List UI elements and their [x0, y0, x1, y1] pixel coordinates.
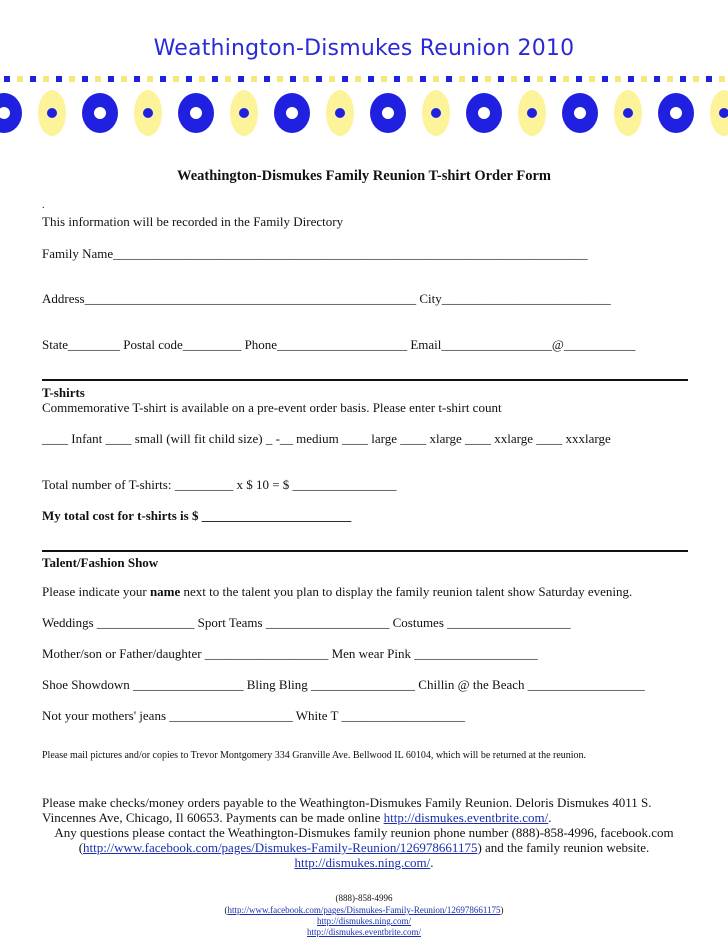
- footer-phone: (888)-858-4996: [335, 893, 393, 903]
- state-postal-phone-email-field[interactable]: State________ Postal code_________ Phone____________________ Email_________________@___________: [42, 337, 636, 352]
- address-city-field[interactable]: Address___________________________________________________ City__________________________: [42, 291, 611, 306]
- banner-ring-center: [670, 107, 682, 119]
- banner-square: [511, 76, 517, 82]
- banner-square: [251, 76, 257, 82]
- decorative-circles-row: [0, 88, 728, 138]
- banner-square: [602, 76, 608, 82]
- banner-square: [472, 76, 478, 82]
- talent-line-3[interactable]: Shoe Showdown _________________ Bling Bling ________________ Chillin @ the Beach __________________: [42, 677, 645, 692]
- mail-note: Please mail pictures and/or copies to Trevor Montgomery 334 Granville Ave. Bellwood IL 60104, which will be returned at the reunion.: [42, 750, 587, 761]
- banner-ring-center: [239, 108, 249, 118]
- banner-ring-center: [47, 108, 57, 118]
- tshirt-sizes-field[interactable]: ____ Infant ____ small (will fit child size) _ -__ medium ____ large ____ xlarge ____ xxlarge ____ xxxlarge: [42, 431, 611, 446]
- talent-line-2[interactable]: Mother/son or Father/daughter ___________________ Men wear Pink ___________________: [42, 646, 538, 661]
- banner-square: [719, 76, 725, 82]
- banner-square: [160, 76, 166, 82]
- footer-facebook: (http://www.facebook.com/pages/Dismukes-Family-Reunion/126978661175): [224, 905, 504, 915]
- banner-square: [394, 76, 400, 82]
- banner-ring-center: [190, 107, 202, 119]
- section-divider: [42, 379, 688, 381]
- banner-square: [498, 76, 504, 82]
- banner-ring-center: [478, 107, 490, 119]
- banner-square: [342, 76, 348, 82]
- banner-ring-center: [382, 107, 394, 119]
- banner-square: [433, 76, 439, 82]
- payment-line-4: (http://www.facebook.com/pages/Dismukes-Family-Reunion/126978661175) and the family reunion website.: [78, 840, 650, 855]
- banner-square: [95, 76, 101, 82]
- banner-square: [641, 76, 647, 82]
- banner-square: [654, 76, 660, 82]
- footer-facebook-link[interactable]: http://www.facebook.com/pages/Dismukes-Family-Reunion/126978661175: [227, 905, 501, 915]
- banner-square: [212, 76, 218, 82]
- talent-line-1[interactable]: Weddings _______________ Sport Teams ___________________ Costumes ___________________: [42, 615, 571, 630]
- tshirts-description: Commemorative T-shirt is available on a pre-event order basis. Please enter t-shirt count: [42, 400, 502, 415]
- banner-square: [459, 76, 465, 82]
- banner-square: [238, 76, 244, 82]
- banner-square: [355, 76, 361, 82]
- directory-note: This information will be recorded in the Family Directory: [42, 214, 344, 229]
- banner-square: [615, 76, 621, 82]
- banner-square: [108, 76, 114, 82]
- tshirt-total-field[interactable]: Total number of T-shirts: _________ x $ 10 = $ ________________: [42, 477, 397, 492]
- banner-square: [316, 76, 322, 82]
- banner-square: [524, 76, 530, 82]
- banner-ring-center: [335, 108, 345, 118]
- tshirts-heading: T-shirts: [42, 385, 85, 400]
- payment-line-5: http://dismukes.ning.com/.: [294, 855, 434, 870]
- banner-square: [43, 76, 49, 82]
- banner-square: [550, 76, 556, 82]
- banner-ring-center: [431, 108, 441, 118]
- banner-square: [82, 76, 88, 82]
- banner-ring-center: [286, 107, 298, 119]
- banner-square: [329, 76, 335, 82]
- banner-ring-center: [623, 108, 633, 118]
- talent-heading: Talent/Fashion Show: [42, 555, 159, 570]
- footer-eventbrite: [0, 927, 728, 937]
- banner-square: [303, 76, 309, 82]
- banner-square: [589, 76, 595, 82]
- tshirt-cost-field[interactable]: My total cost for t-shirts is $ _______________________: [42, 508, 352, 523]
- footer-ning: [0, 916, 728, 926]
- banner-square: [680, 76, 686, 82]
- banner-ring-center: [143, 108, 153, 118]
- decorative-squares-row: [0, 74, 728, 84]
- banner-square: [693, 76, 699, 82]
- ning-link[interactable]: http://dismukes.ning.com/: [294, 855, 431, 870]
- banner-square: [264, 76, 270, 82]
- payment-line-2: Vincennes Ave, Chicago, Il 60653. Payments can be made online http://dismukes.eventbrite.com/.: [42, 810, 552, 825]
- facebook-link[interactable]: http://www.facebook.com/pages/Dismukes-Family-Reunion/126978661175: [83, 840, 478, 855]
- banner-ring-center: [574, 107, 586, 119]
- section-divider: [42, 550, 688, 552]
- banner-square: [277, 76, 283, 82]
- banner-square: [407, 76, 413, 82]
- banner-square: [56, 76, 62, 82]
- banner-square: [186, 76, 192, 82]
- banner-square: [173, 76, 179, 82]
- banner-square: [147, 76, 153, 82]
- banner-ring-center: [527, 108, 537, 118]
- payment-line-1: Please make checks/money orders payable to the Weathington-Dismukes Family Reunion. Deloris Dismukes 4011 S.: [42, 795, 652, 810]
- talent-line-4[interactable]: Not your mothers' jeans ___________________ White T ___________________: [42, 708, 466, 723]
- banner-square: [368, 76, 374, 82]
- banner-square: [628, 76, 634, 82]
- family-name-field[interactable]: Family Name_________________________________________________________________________: [42, 246, 588, 261]
- banner-square: [121, 76, 127, 82]
- form-title: Weathington-Dismukes Family Reunion T-shirt Order Form: [177, 168, 551, 184]
- banner-square: [290, 76, 296, 82]
- banner-square: [199, 76, 205, 82]
- banner-square: [667, 76, 673, 82]
- banner-square: [420, 76, 426, 82]
- banner-square: [69, 76, 75, 82]
- banner-square: [134, 76, 140, 82]
- talent-instruction: Please indicate your name next to the talent you plan to display the family reunion talent show Saturday evening.: [42, 584, 633, 599]
- footer-eventbrite-link[interactable]: http://dismukes.eventbrite.com/: [307, 927, 421, 937]
- banner-square: [446, 76, 452, 82]
- banner-square: [563, 76, 569, 82]
- eventbrite-link[interactable]: http://dismukes.eventbrite.com/: [383, 810, 549, 825]
- banner-ring-center: [94, 107, 106, 119]
- banner-square: [576, 76, 582, 82]
- banner-square: [4, 76, 10, 82]
- name-emphasis: name: [149, 584, 181, 599]
- banner-square: [706, 76, 712, 82]
- banner-title: Weathington-Dismukes Reunion 2010: [153, 36, 575, 61]
- dot-mark: .: [42, 200, 45, 211]
- banner-square: [381, 76, 387, 82]
- banner-square: [485, 76, 491, 82]
- banner-square: [225, 76, 231, 82]
- footer-ning-link[interactable]: http://dismukes.ning.com/: [317, 916, 411, 926]
- banner-square: [537, 76, 543, 82]
- banner-square: [17, 76, 23, 82]
- payment-line-3: Any questions please contact the Weathington-Dismukes family reunion phone number (888)-858-4996, facebook.com: [54, 825, 674, 840]
- banner-square: [30, 76, 36, 82]
